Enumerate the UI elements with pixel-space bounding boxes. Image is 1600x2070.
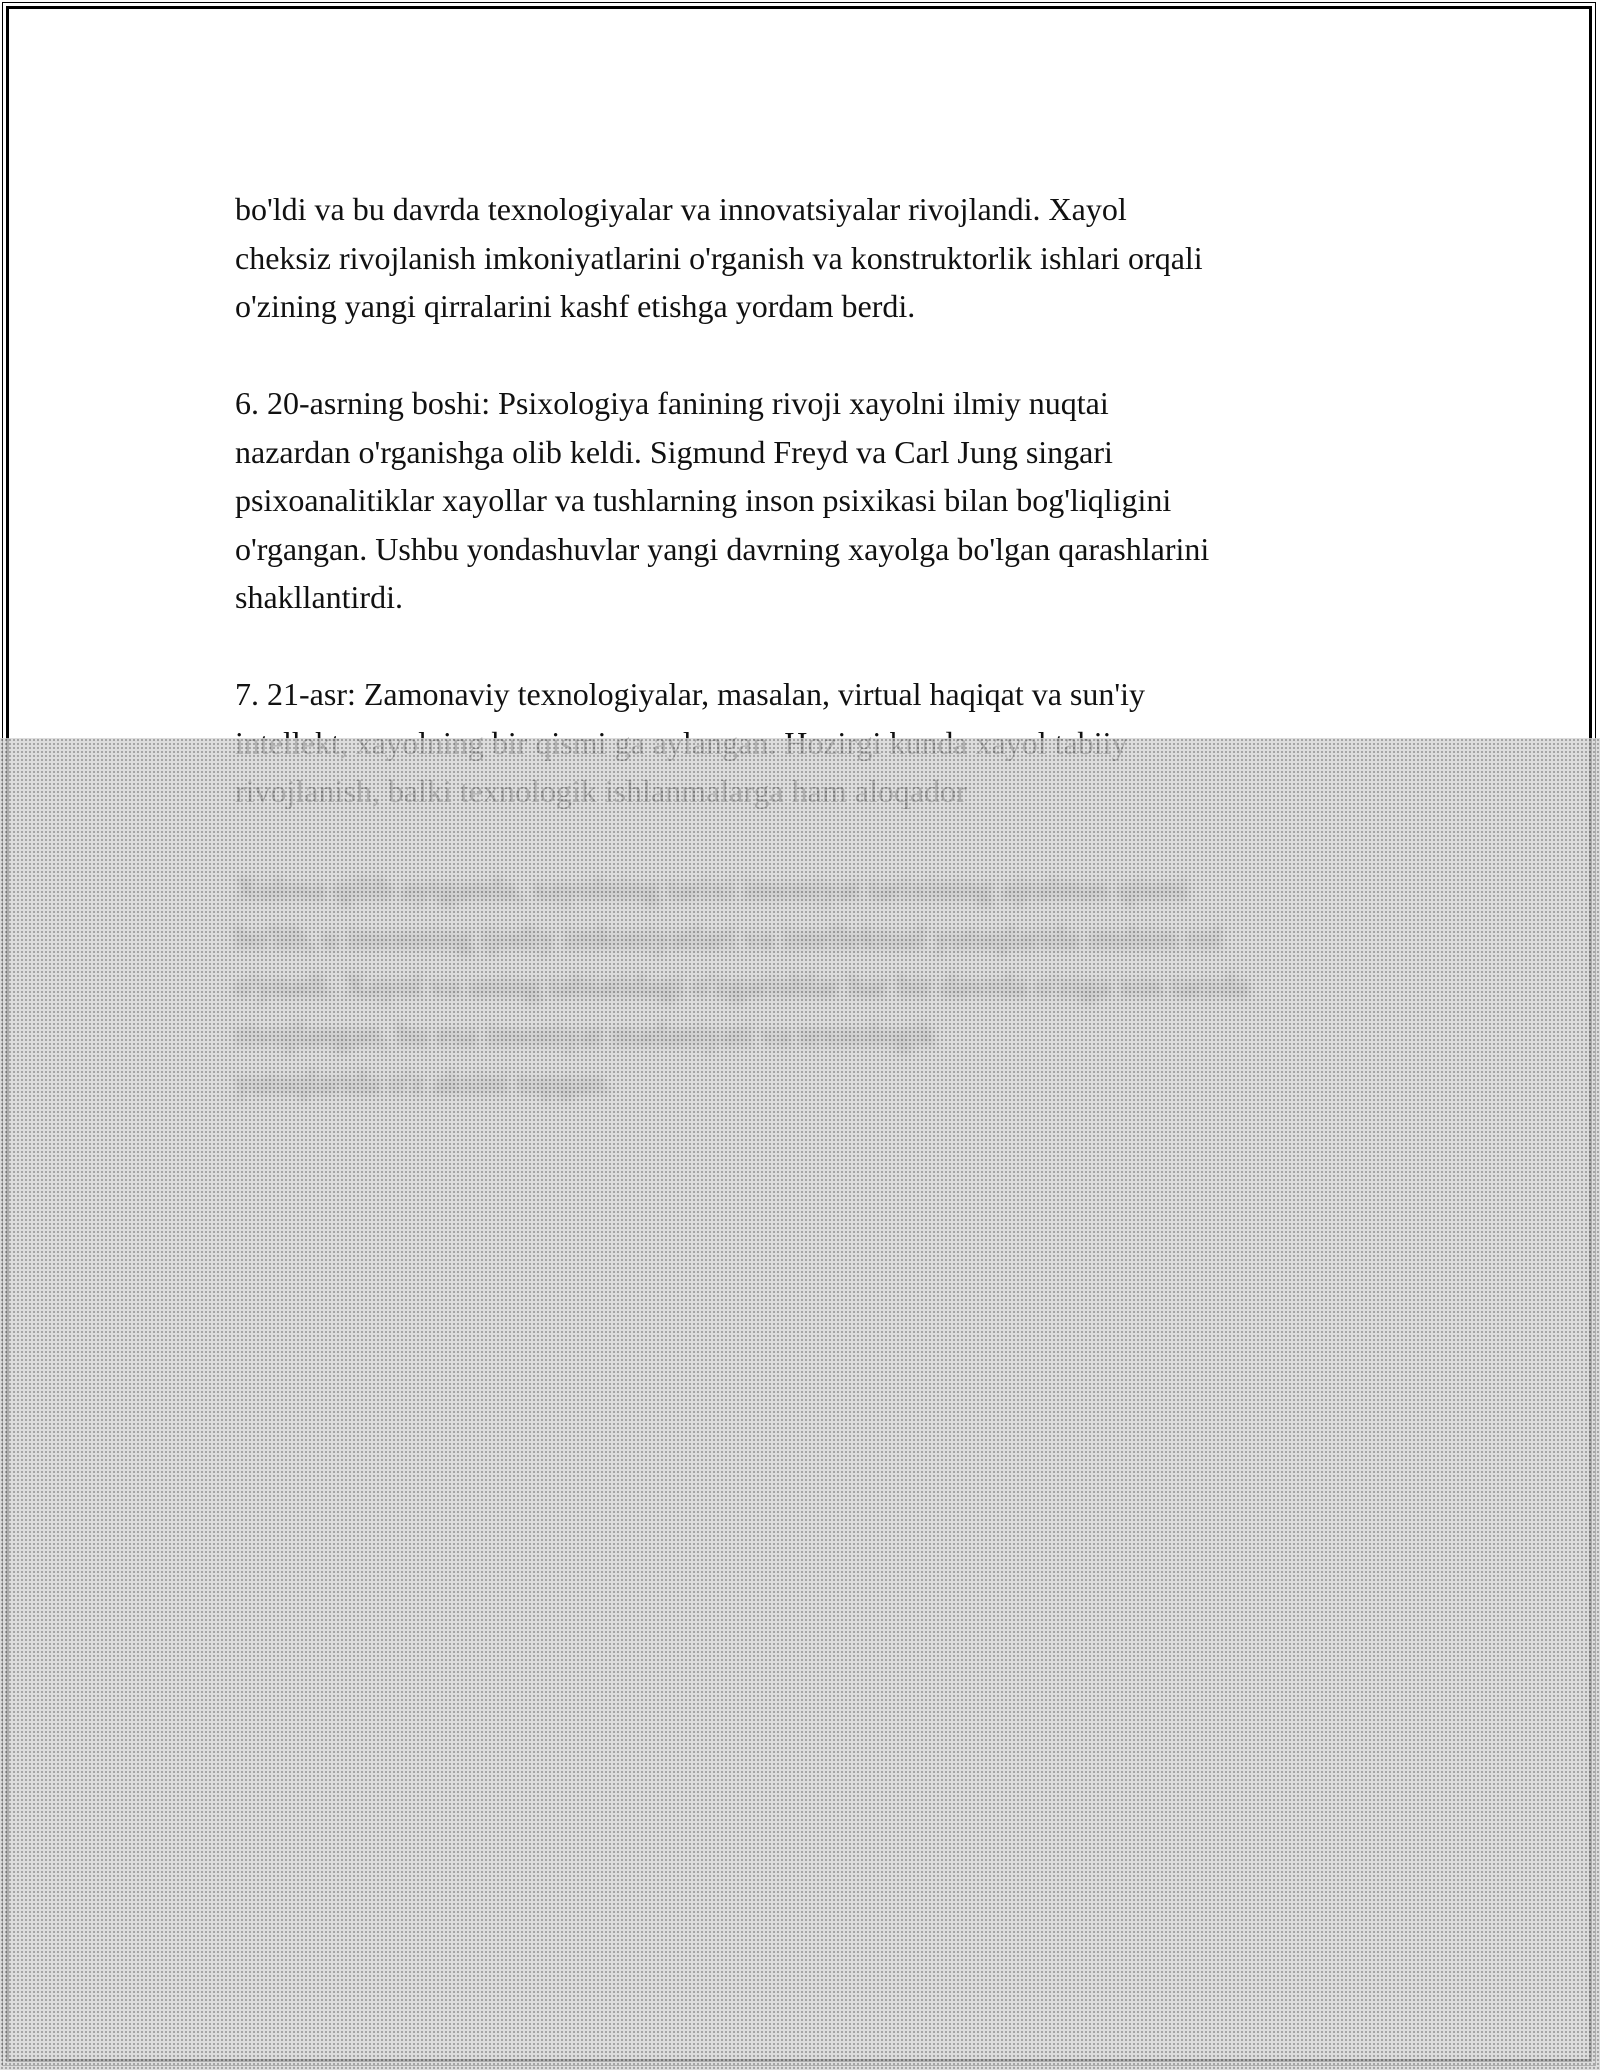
paragraph-item-7: 7. 21-asr: Zamonaviy texnologiyalar, masalan, virtual haqiqat va sun'iy bbox=[235, 676, 1146, 712]
redaction-overlay bbox=[0, 738, 1600, 2070]
paragraph-continuation: bo'ldi va bu davrda texnologiyalar va innovatsiyalar rivojlandi. Xayol cheksiz rivojlanish imkoniyatlarini o'rganish va konstruktorlik ishlari orqali o'zining yangi qirralarini kashf etishga yordam berdi. bbox=[235, 191, 1203, 324]
paragraph-item-6: 6. 20-asrning boshi: Psixologiya fanining rivoji xayolni ilmiy nuqtai nazardan o'rganishga olib keldi. Sigmund Freyd va Carl Jung singari psixoanalitiklar xayollar va tushlarning inson psixikasi bilan bog'liqligini o'rgangan. Ushbu yondashuvlar yangi davrning xayolga bo'lgan qarashlarini shakllantirdi. bbox=[235, 385, 1210, 615]
